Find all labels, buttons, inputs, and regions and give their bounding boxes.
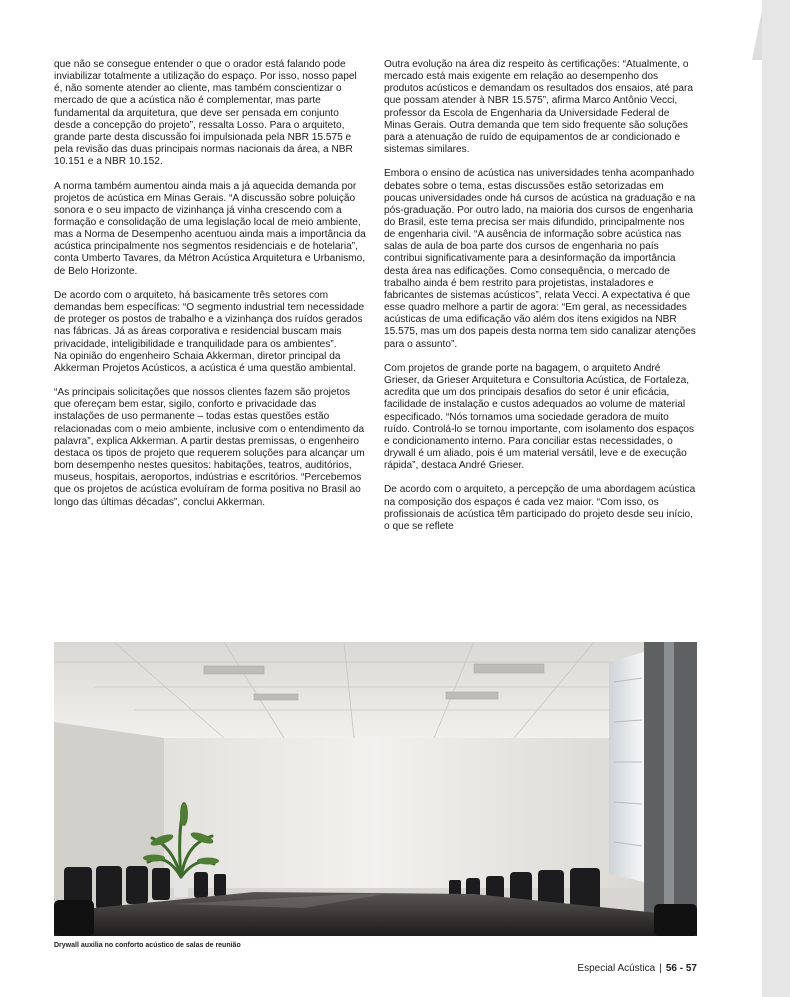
page-footer [577,963,697,974]
right-text-column [384,59,696,545]
page-edge-strip [762,0,790,997]
left-paragraph-5: “As principais solicitações que nossos clientes fazem são projetos que ofereçam bem estar, sigilo, conforto e privacidade das instalações de uso permanente – todas estas questões estão relacionadas com o meio ambiente, inclusive com o entendimento da palavra”, explica Akkerman. A partir destas premissas, o engenheiro destaca os tipos de projeto que requerem soluções para alcançar um bom desempenho nestes quesitos: habitações, teatros, auditórios, museus, hospitais, aeroportos, indústrias e escritórios. “Percebemos que os projetos de acústica evoluíram de forma positiva no Brasil ao longo das últimas décadas”, conclui Akkerman. [54,387,365,508]
right-paragraph-2: Embora o ensino de acústica nas universidades tenha acompanhado debates sobre o tema, estas discussões estão setorizadas em poucas universidades onde há cursos de acústica na graduação e na pós-graduação. Por outro lado, na maioria dos cursos de engenharia do Brasil, este tema precisa ser mais difundido, principalmente nos de engenharia civil. “A ausência de informação sobre acústica nas salas de aula de boa parte dos cursos de engenharia no país contribui significativamente para a desinformação da importância desta área nas edificações. Como consequência, o mercado de trabalho ainda é bem restrito para projetistas, instaladores e fabricantes de sistemas acústicos”, relata Vecci. A expectativa é que esse quadro melhore a partir de agora: “Em geral, as necessidades acústicas de uma edificação vão além dos itens exigidos na NBR 15.575, mas um dos papeis desta norma tem sido canalizar atenções para o assunto”. [384,168,696,350]
left-paragraph-4: Na opinião do engenheiro Schaia Akkerman, diretor principal da Akkerman Projetos Acústicos, a acústica é uma questão ambiental. [54,350,356,374]
footer-separator: | [659,963,662,974]
right-paragraph-1: Outra evolução na área diz respeito às certificações: “Atualmente, o mercado está mais exigente em relação ao desempenho dos produtos acústicos e demandam os resultados dos ensaios, até para que possam atender à NBR 15.575”, afirma Marco Antônio Vecci, professor da Escola de Engenharia da Universidade Federal de Minas Gerais. Outra demanda que tem sido frequente são soluções para a atenuação de ruído de equipamentos de ar condicionado e sistemas similares. [384,59,693,156]
left-paragraph-3: De acordo com o arquiteto, há basicamente três setores com demandas bem específicas: “O segmento industrial tem necessidade de proteger os postos de trabalho e a vizinhança dos ruídos gerados nas fábricas. Já as áreas corporativa e residencial buscam mais privacidade, inteligibilidade e tranquilidade para os ambientes”. [54,289,365,350]
right-paragraph-3: Com projetos de grande porte na bagagem, o arquiteto André Grieser, da Grieser Arquitetura e Consultoria Acústica, de Fortaleza, acredita que um dos principais desafios do setor é unir eficácia, facilidade de instalação e custos adequados ao volume de material especificado. “Nós tornamos uma sociedade geradora de muito ruído. Controlá-lo se tornou importante, com isolamento dos espaços e condicionamento interno. Para conciliar estas necessidades, o drywall é um aliado, pois é um material versátil, leve e de execução rápida”, destaca André Grieser. [384,362,695,472]
meeting-room-photo [54,642,697,936]
left-text-column [54,59,366,521]
footer-section-title: Especial Acústica [577,963,656,974]
left-paragraph-2: A norma também aumentou ainda mais a já aquecida demanda por projetos de acústica em Minas Gerais. “A discussão sobre poluição sonora e o seu impacto de vizinhança já vinha crescendo com a formação e consolidação de uma legislação local de meio ambiente, mas a Norma de Desempenho acentuou ainda mais a importância da acústica principalmente nos segmentos residenciais e de hotelaria”, conta Umberto Tavares, da Métron Acústica Arquitetura e Urbanismo, de Belo Horizonte. [54,180,366,277]
photo-caption: Drywall auxilia no conforto acústico de salas de reunião [54,942,241,949]
page-edge-tab [752,10,762,60]
left-paragraph-1: que não se consegue entender o que o orador está falando pode inviabilizar totalmente a utilização do espaço. Por isso, nosso papel é, não somente atender ao cliente, mas também conscientizar o mercado de que a acústica não é complementar, mas parte fundamental da arquitetura, que deve ser pensada em conjunto desde a concepção do projeto”, ressalta Losso. Para o arquiteto, grande parte desta discussão foi impulsionada pela NBR 15.575 e pela revisão das duas principais normas nacionais da área, a NBR 10.151 e a NBR 10.152. [54,59,357,168]
right-paragraph-4: De acordo com o arquiteto, a percepção de uma abordagem acústica na composição dos espaços é cada vez maior. “Com isso, os profissionais de acústica têm participado do projeto desde seu início, o que se reflete [384,484,696,532]
footer-page-numbers: 56 - 57 [665,963,697,974]
